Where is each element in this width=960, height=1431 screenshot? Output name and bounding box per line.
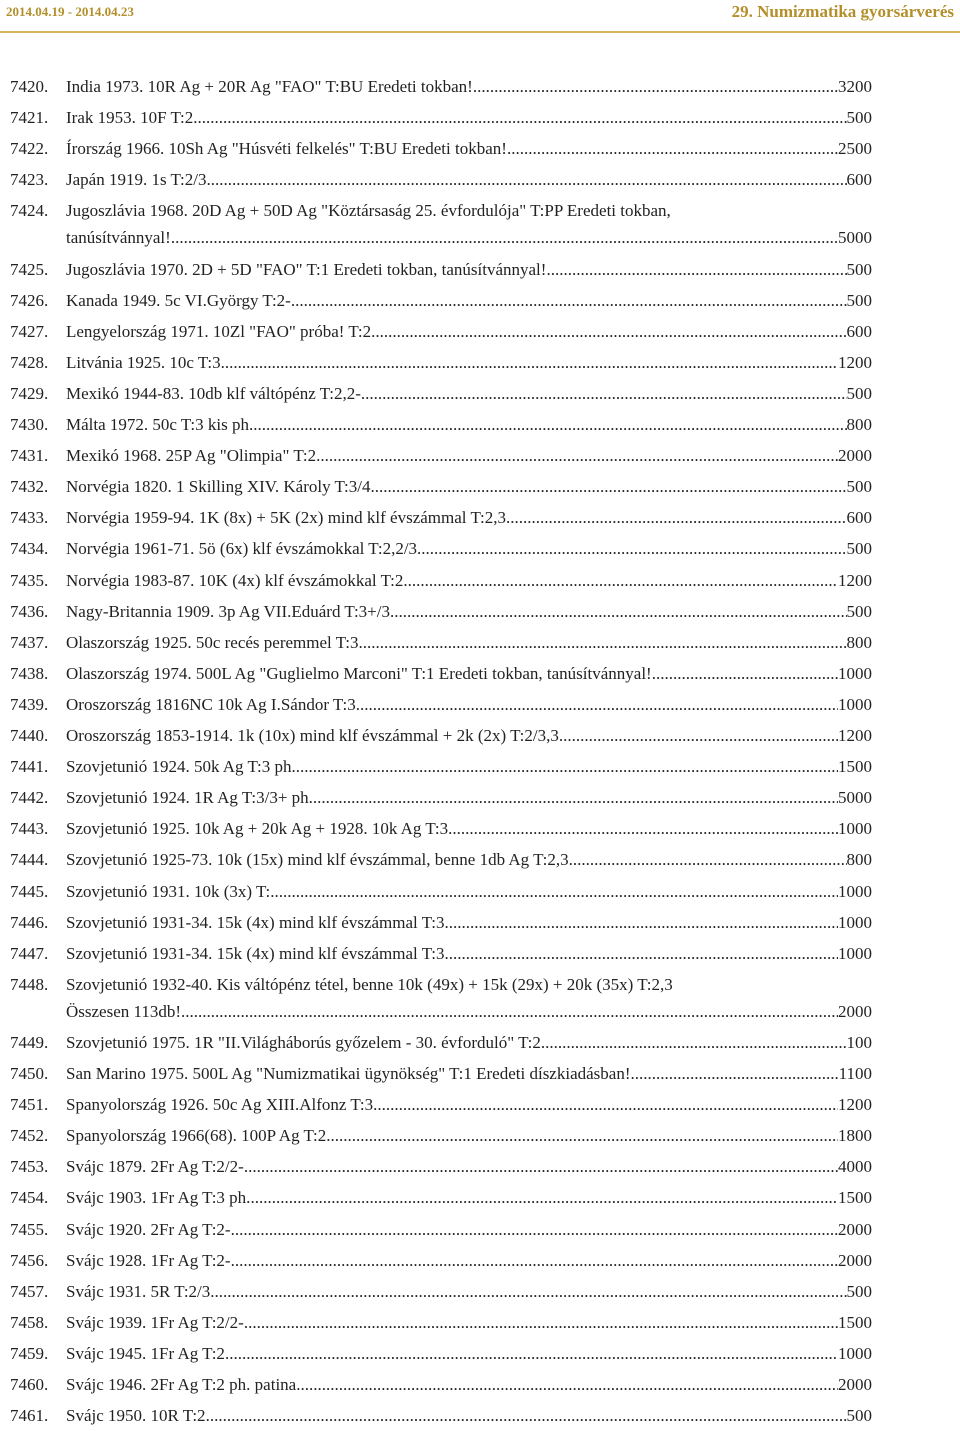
lot-price: 500 bbox=[846, 477, 872, 497]
lot-number: 7451. bbox=[10, 1095, 49, 1115]
lot-price: 2000 bbox=[838, 1250, 872, 1270]
lot-number: 7429. bbox=[10, 383, 49, 403]
lot-description-continued: tanúsítvánnyal! bbox=[66, 228, 171, 248]
lot-number: 7450. bbox=[10, 1064, 49, 1083]
lot-price: 4000 bbox=[838, 1157, 872, 1177]
leader-dots bbox=[244, 1307, 838, 1338]
lot-price: 500 bbox=[846, 383, 872, 403]
lot-number: 7433. bbox=[10, 508, 49, 528]
lot-number: 7426. bbox=[10, 290, 49, 310]
lot-price: 500 bbox=[846, 1281, 872, 1301]
date-range: 2014.04.19 - 2014.04.23 bbox=[6, 4, 134, 19]
lot-price: 500 bbox=[846, 539, 872, 559]
lot-number: 7443. bbox=[10, 819, 49, 839]
lot-price: 600 bbox=[846, 508, 872, 528]
lot-description: Nagy-Britannia 1909. 3p Ag VII.Eduárd T:3+/3 bbox=[66, 601, 390, 621]
lot-number: 7447. bbox=[10, 943, 49, 963]
lot-description: Szovjetunió 1931-34. 15k (4x) mind klf évszámmal T:3 bbox=[66, 912, 445, 932]
leader-dots bbox=[270, 876, 838, 907]
lot-price: 500 bbox=[846, 290, 872, 310]
leader-dots bbox=[448, 813, 838, 844]
lot-number: 7424. bbox=[10, 201, 49, 221]
lot-number: 7435. bbox=[10, 570, 49, 590]
lot-price: 1000 bbox=[838, 819, 872, 839]
lot-number: 7428. bbox=[10, 352, 49, 372]
lot-description: Szovjetunió 1925-73. 10k (15x) mind klf évszámmal, benne 1db Ag T:2,3 bbox=[66, 850, 569, 870]
lot-price: 1000 bbox=[838, 912, 872, 932]
lot-price: 1200 bbox=[838, 1095, 872, 1115]
lot-description: Kanada 1949. 5c VI.György T:2- bbox=[66, 290, 291, 310]
lot-price: 100 bbox=[846, 1032, 872, 1052]
lot-description: Svájc 1903. 1Fr Ag T:3 ph. bbox=[66, 1188, 251, 1208]
leader-dots bbox=[206, 1400, 847, 1431]
leader-dots bbox=[244, 1151, 838, 1182]
lot-description: Irak 1953. 10F T:2 bbox=[66, 108, 194, 128]
lot-number: 7460. bbox=[10, 1375, 49, 1394]
lot-price: 1000 bbox=[838, 1343, 872, 1363]
lot-number: 7422. bbox=[10, 139, 49, 159]
leader-dots bbox=[250, 1182, 838, 1213]
leader-dots bbox=[193, 102, 846, 133]
leader-dots bbox=[225, 1338, 838, 1369]
lot-price: 500 bbox=[846, 259, 872, 279]
lot-number: 7448. bbox=[10, 974, 49, 994]
lot-description: Norvégia 1983-87. 10K (4x) klf évszámokkal T:2 bbox=[66, 570, 404, 590]
lot-description: Olaszország 1925. 50c recés peremmel T:3 bbox=[66, 632, 359, 652]
leader-dots bbox=[373, 1089, 838, 1120]
header-divider bbox=[0, 31, 960, 33]
leader-dots bbox=[356, 689, 838, 720]
lot-price: 1000 bbox=[838, 663, 872, 683]
leader-dots bbox=[541, 1027, 847, 1058]
lot-description: Olaszország 1974. 500L Ag "Guglielmo Marconi" T:1 Eredeti tokban, tanúsítvánnyal! bbox=[66, 663, 652, 683]
page-header bbox=[0, 0, 960, 36]
lot-description: Szovjetunió 1924. 50k Ag T:3 ph. bbox=[66, 757, 296, 777]
lot-number: 7455. bbox=[10, 1219, 49, 1239]
lot-price: 800 bbox=[846, 850, 872, 870]
lot-description: Svájc 1928. 1Fr Ag T:2- bbox=[66, 1250, 231, 1270]
lot-price: 500 bbox=[846, 108, 872, 128]
lot-description: Spanyolország 1966(68). 100P Ag T:2 bbox=[66, 1126, 327, 1146]
lot-description: Szovjetunió 1931-34. 15k (4x) mind klf évszámmal T:3 bbox=[66, 943, 445, 963]
lot-number: 7427. bbox=[10, 321, 49, 341]
leader-dots bbox=[291, 285, 847, 316]
lot-number: 7421. bbox=[10, 108, 49, 128]
lot-number: 7439. bbox=[10, 694, 49, 714]
leader-dots bbox=[444, 938, 838, 969]
lot-description: Norvégia 1961-71. 5ö (6x) klf évszámokkal T:2,2/3 bbox=[66, 539, 418, 559]
lot-number: 7444. bbox=[10, 850, 49, 870]
leader-dots bbox=[253, 409, 846, 440]
leader-dots bbox=[296, 751, 838, 782]
lot-price: 500 bbox=[846, 601, 872, 621]
lot-description: Norvégia 1820. 1 Skilling XIV. Károly T:3/4 bbox=[66, 477, 371, 497]
lot-number: 7446. bbox=[10, 912, 49, 932]
lot-description: Szovjetunió 1925. 10k Ag + 20k Ag + 1928. 10k Ag T:3 bbox=[66, 819, 449, 839]
lot-number: 7438. bbox=[10, 663, 49, 683]
lot-price: 1500 bbox=[838, 1188, 872, 1208]
leader-dots bbox=[361, 378, 847, 409]
lot-price: 2500 bbox=[838, 139, 872, 159]
lot-price: 1200 bbox=[838, 352, 872, 372]
lot-number: 7437. bbox=[10, 632, 49, 652]
lot-number: 7431. bbox=[10, 446, 49, 466]
lot-description: Svájc 1939. 1Fr Ag T:2/2- bbox=[66, 1312, 244, 1332]
leader-dots bbox=[181, 996, 838, 1027]
leader-dots bbox=[473, 71, 838, 102]
leader-dots bbox=[371, 316, 846, 347]
lot-number: 7420. bbox=[10, 77, 49, 96]
leader-dots bbox=[171, 222, 838, 253]
lot-number: 7442. bbox=[10, 788, 49, 808]
lot-description: Lengyelország 1971. 10Zl "FAO" próba! T:2 bbox=[66, 321, 372, 341]
lot-description: Szovjetunió 1931. 10k (3x) T: bbox=[66, 881, 271, 901]
leader-dots bbox=[358, 627, 846, 658]
lot-number: 7434. bbox=[10, 539, 49, 559]
lot-number: 7449. bbox=[10, 1032, 49, 1052]
lot-price: 1800 bbox=[838, 1126, 872, 1146]
lot-number: 7452. bbox=[10, 1126, 49, 1146]
lot-price: 1200 bbox=[838, 570, 872, 590]
auction-title: 29. Numizmatika gyorsárverés bbox=[731, 2, 954, 21]
lot-price: 5000 bbox=[838, 228, 872, 248]
lot-number: 7440. bbox=[10, 726, 49, 745]
lot-price: 2000 bbox=[838, 1001, 872, 1021]
leader-dots bbox=[371, 471, 847, 502]
lot-description: San Marino 1975. 500L Ag "Numizmatikai ügynökség" T:1 Eredeti díszkiadásban! bbox=[66, 1064, 631, 1083]
lot-description: Svájc 1945. 1Fr Ag T:2 bbox=[66, 1343, 225, 1363]
lot-number: 7459. bbox=[10, 1343, 49, 1363]
lot-price: 500 bbox=[846, 1406, 872, 1426]
lot-number: 7432. bbox=[10, 477, 49, 497]
leader-dots bbox=[231, 1245, 838, 1276]
lot-description: Szovjetunió 1924. 1R Ag T:3/3+ ph. bbox=[66, 788, 313, 808]
lot-number: 7457. bbox=[10, 1281, 49, 1301]
lot-number: 7461. bbox=[10, 1406, 49, 1426]
lot-number: 7430. bbox=[10, 415, 49, 434]
lot-number: 7436. bbox=[10, 601, 49, 621]
leader-dots bbox=[631, 1058, 839, 1089]
leader-dots bbox=[546, 254, 846, 285]
lot-description-continued: Összesen 113db! bbox=[66, 1001, 182, 1021]
leader-dots bbox=[207, 164, 847, 195]
lot-description: Litvánia 1925. 10c T:3 bbox=[66, 352, 221, 372]
lot-description: Oroszország 1853-1914. 1k (10x) mind klf évszámmal + 2k (2x) T:2/3,3 bbox=[66, 726, 559, 745]
leader-dots bbox=[210, 1276, 846, 1307]
leader-dots bbox=[403, 565, 838, 596]
lot-price: 5000 bbox=[838, 788, 872, 808]
leader-dots bbox=[444, 907, 838, 938]
lot-description: Jugoszlávia 1968. 20D Ag + 50D Ag "Köztársaság 25. évfordulója" T:PP Eredeti tokban, bbox=[66, 201, 671, 221]
lot-price: 1000 bbox=[838, 943, 872, 963]
leader-dots bbox=[221, 347, 838, 378]
lot-number: 7441. bbox=[10, 757, 49, 777]
lot-price: 2000 bbox=[838, 446, 872, 466]
leader-dots bbox=[390, 596, 847, 627]
lot-number: 7458. bbox=[10, 1312, 49, 1332]
leader-dots bbox=[507, 133, 838, 164]
leader-dots bbox=[313, 782, 838, 813]
lot-description: Szovjetunió 1932-40. Kis váltópénz tétel, benne 10k (49x) + 15k (29x) + 20k (35x) T:2,3 bbox=[66, 974, 673, 994]
lot-price: 800 bbox=[846, 415, 872, 434]
lot-price: 2000 bbox=[838, 1375, 872, 1394]
leader-dots bbox=[296, 1369, 838, 1400]
leader-dots bbox=[652, 658, 838, 689]
lot-number: 7453. bbox=[10, 1157, 49, 1177]
leader-dots bbox=[231, 1214, 838, 1245]
lot-price: 1200 bbox=[838, 726, 872, 745]
lot-description: Japán 1919. 1s T:2/3 bbox=[66, 170, 207, 190]
lot-number: 7423. bbox=[10, 170, 49, 190]
lot-number: 7456. bbox=[10, 1250, 49, 1270]
lot-description: Szovjetunió 1975. 1R "II.Világháborús győzelem - 30. évforduló" T:2 bbox=[66, 1032, 541, 1052]
lot-price: 1000 bbox=[838, 694, 872, 714]
lot-price: 600 bbox=[846, 170, 872, 190]
lot-number: 7445. bbox=[10, 881, 49, 901]
lot-description: Svájc 1946. 2Fr Ag T:2 ph. patina bbox=[66, 1375, 297, 1394]
lot-price: 1500 bbox=[838, 757, 872, 777]
lot-price: 1000 bbox=[838, 881, 872, 901]
lot-price: 600 bbox=[846, 321, 872, 341]
lot-description: Svájc 1950. 10R T:2 bbox=[66, 1406, 206, 1426]
lot-description: Írország 1966. 10Sh Ag "Húsvéti felkelés" T:BU Eredeti tokban! bbox=[66, 139, 507, 159]
lot-number: 7425. bbox=[10, 259, 49, 279]
leader-dots bbox=[559, 720, 838, 751]
leader-dots bbox=[569, 844, 847, 875]
leader-dots bbox=[326, 1120, 838, 1151]
lot-price: 1100 bbox=[838, 1064, 872, 1083]
lot-description: Svájc 1920. 2Fr Ag T:2- bbox=[66, 1219, 231, 1239]
leader-dots bbox=[506, 502, 847, 533]
lot-description: Jugoszlávia 1970. 2D + 5D "FAO" T:1 Eredeti tokban, tanúsítvánnyal! bbox=[66, 259, 547, 279]
lot-description: Norvégia 1959-94. 1K (8x) + 5K (2x) mind klf évszámmal T:2,3 bbox=[66, 508, 506, 528]
lot-description: Spanyolország 1926. 50c Ag XIII.Alfonz T:3 bbox=[66, 1095, 374, 1115]
lot-price: 3200 bbox=[838, 77, 872, 96]
lot-description: India 1973. 10R Ag + 20R Ag "FAO" T:BU Eredeti tokban! bbox=[66, 77, 473, 96]
lot-description: Svájc 1879. 2Fr Ag T:2/2- bbox=[66, 1157, 244, 1177]
leader-dots bbox=[316, 440, 838, 471]
lot-description: Svájc 1931. 5R T:2/3 bbox=[66, 1281, 211, 1301]
lot-description: Oroszország 1816NC 10k Ag I.Sándor T:3 bbox=[66, 694, 356, 714]
lot-price: 1500 bbox=[838, 1312, 872, 1332]
lot-number: 7454. bbox=[10, 1188, 49, 1208]
lot-description: Mexikó 1944-83. 10db klf váltópénz T:2,2- bbox=[66, 383, 361, 403]
lot-description: Mexikó 1968. 25P Ag "Olimpia" T:2 bbox=[66, 446, 317, 466]
lot-price: 800 bbox=[846, 632, 872, 652]
lot-price: 2000 bbox=[838, 1219, 872, 1239]
lot-description: Málta 1972. 50c T:3 kis ph. bbox=[66, 415, 254, 434]
leader-dots bbox=[417, 533, 846, 564]
